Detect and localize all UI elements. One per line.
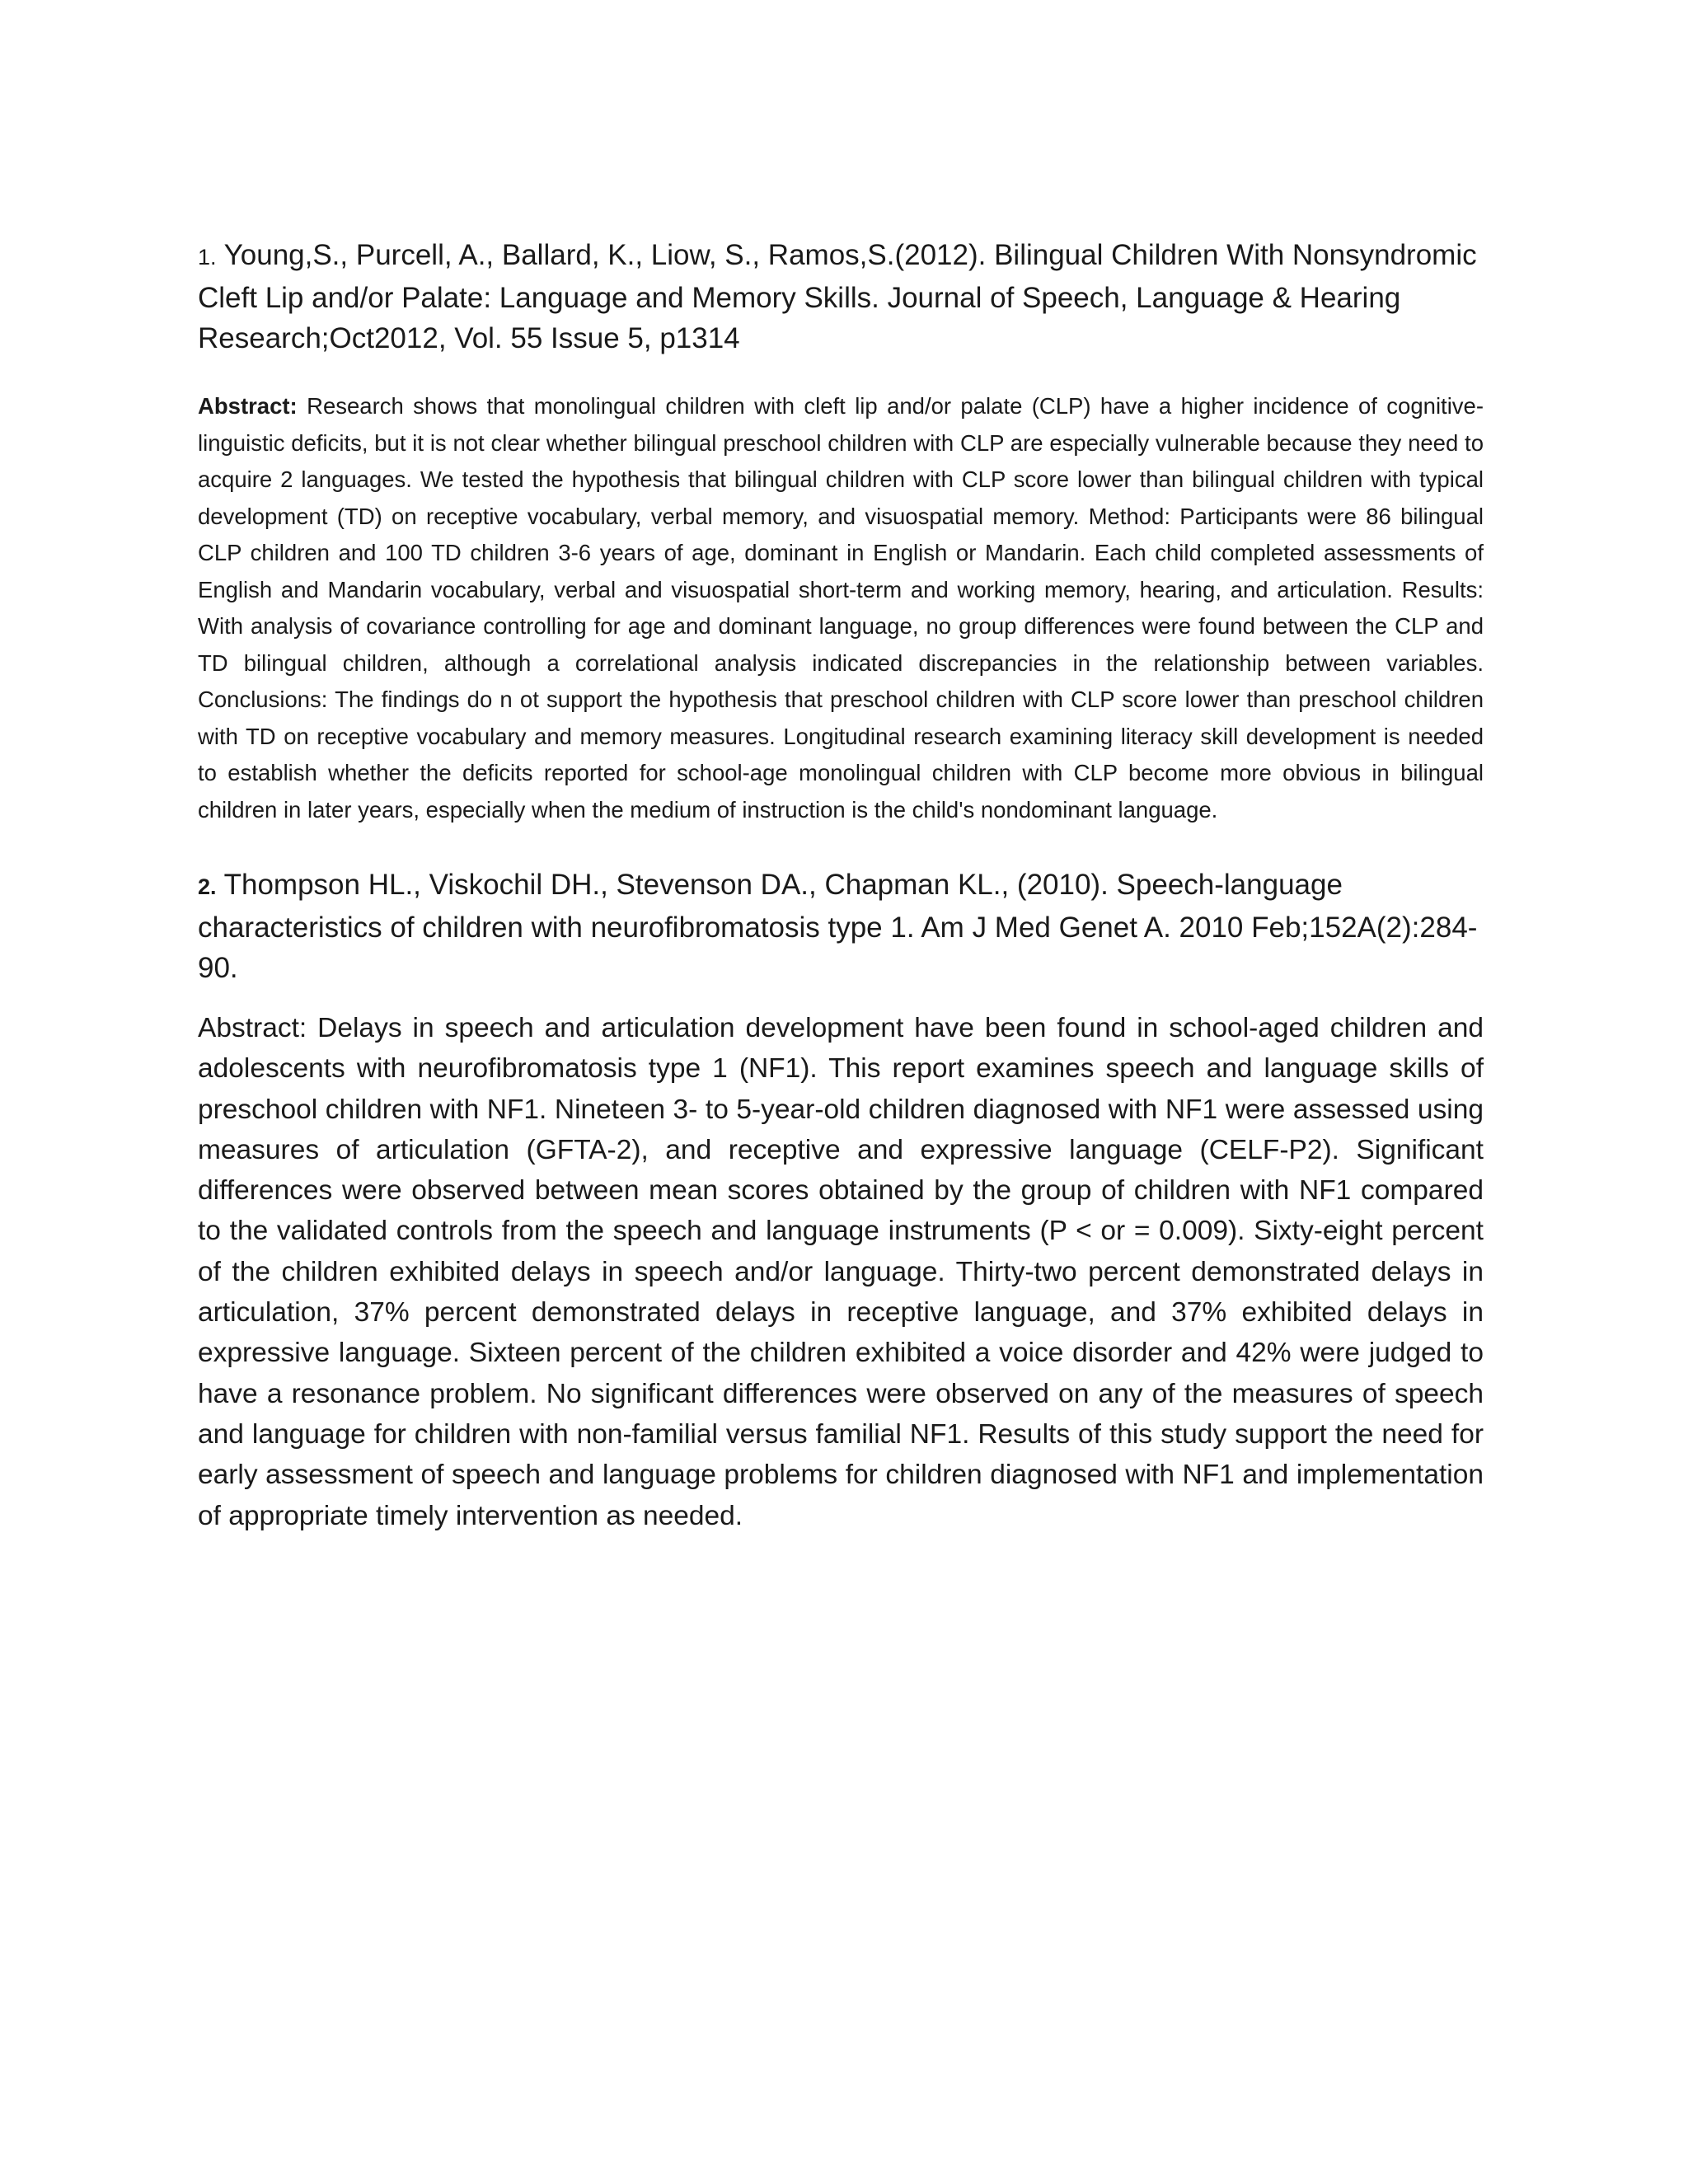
reference-1-citation bbox=[198, 235, 1484, 359]
reference-1-abstract-label: Abstract: bbox=[198, 393, 298, 419]
reference-2-abstract-text: Abstract: Delays in speech and articulation development have been found in school-aged children and adolescents with neurofibromatosis type 1 (NF1). This report examines speech and language skills of preschool children with NF1. Nineteen 3- to 5-year-old children diagnosed with NF1 were assessed using measures of articulation (GFTA-2), and receptive and expressive language (CELF-P2). Significant differences were observed between mean scores obtained by the group of children with NF1 compared to the validated controls from the speech and language instruments (P < or = 0.009). Sixty-eight percent of the children exhibited delays in speech and/or language. Thirty-two percent demonstrated delays in articulation, 37% percent demonstrated delays in receptive language, and 37% exhibited delays in expressive language. Sixteen percent of the children exhibited a voice disorder and 42% were judged to have a resonance problem. No significant differences were observed on any of the measures of speech and language for children with non-familial versus familial NF1. Results of this study support the need for early assessment of speech and language problems for children diagnosed with NF1 and implementation of appropriate timely intervention as needed. bbox=[198, 1013, 1484, 1531]
reference-2-number: 2. bbox=[198, 874, 217, 899]
reference-1-abstract bbox=[198, 388, 1484, 828]
document-page bbox=[198, 235, 1484, 1536]
reference-2-abstract bbox=[198, 1008, 1484, 1536]
reference-1-citation-text: Young,S., Purcell, A., Ballard, K., Liow, S., Ramos,S.(2012). Bilingual Children With Nonsyndromic Cleft Lip and/or Palate: Language and Memory Skills. Journal of Speech, Language & Hearing Research;Oct2012, Vol. 55 Issue 5, p1314 bbox=[198, 239, 1477, 354]
reference-1-abstract-text: Research shows that monolingual children with cleft lip and/or palate (CLP) have a higher incidence of cognitive-linguistic deficits, but it is not clear whether bilingual preschool children with CLP are especially vulnerable because they need to acquire 2 languages. We tested the hypothesis that bilingual children with CLP score lower than bilingual children with typical development (TD) on receptive vocabulary, verbal memory, and visuospatial memory. Method: Participants were 86 bilingual CLP children and 100 TD children 3-6 years of age, dominant in English or Mandarin. Each child completed assessments of English and Mandarin vocabulary, verbal and visuospatial short-term and working memory, hearing, and articulation. Results: With analysis of covariance controlling for age and dominant language, no group differences were found between the CLP and TD bilingual children, although a correlational analysis indicated discrepancies in the relationship between variables. Conclusions: The findings do n ot support the hypothesis that preschool children with CLP score lower than preschool children with TD on receptive vocabulary and memory measures. Longitudinal research examining literacy skill development is needed to establish whether the deficits reported for school-age monolingual children with CLP become more obvious in bilingual children in later years, especially when the medium of instruction is the child's nondominant language. bbox=[198, 393, 1484, 823]
reference-2-citation-text: Thompson HL., Viskochil DH., Stevenson DA., Chapman KL., (2010). Speech-language characteristics of children with neurofibromatosis type 1. Am J Med Genet A. 2010 Feb;152A(2):284-90. bbox=[198, 869, 1478, 984]
reference-1-number: 1. bbox=[198, 245, 217, 269]
reference-2-citation bbox=[198, 865, 1484, 988]
